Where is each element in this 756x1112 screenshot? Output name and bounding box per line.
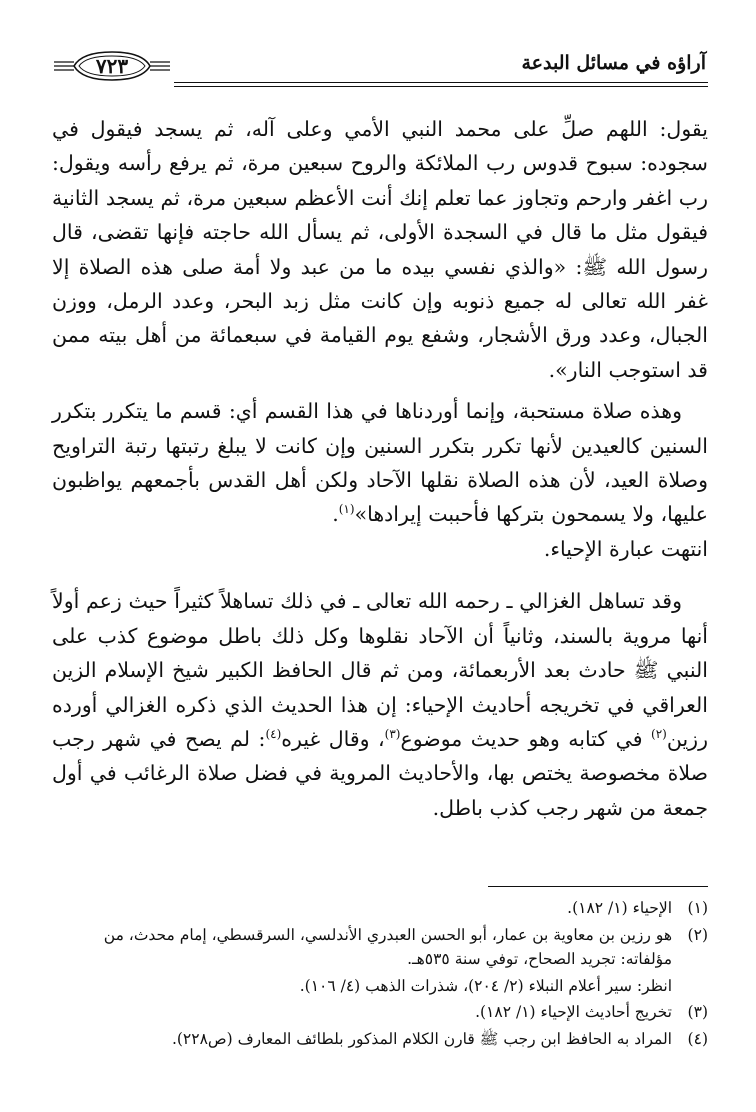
running-title: آراؤه في مسائل البدعة (521, 52, 706, 74)
main-text (52, 112, 708, 825)
paragraph-1: يقول: اللهم صلِّ على محمد النبي الأمي وعلى آله، ثم يسجد فيقول في سجوده: سبوح قدوس رب الملائكة والروح سبعين مرة، ثم يرفع رأسه ويقول: رب اغفر وارحم وتجاوز عما تعلم إنك أنت الأعظم سبعين مرة، ثم يسجد الثانية فيقول مثل ما قال في السجدة الأولى، ثم يسأل الله حاجته فإنها تقضى، قال رسول الله ﷺ: «والذي نفسي بيده ما من عبد ولا أمة صلى هذه الصلاة إلا غفر الله تعالى له جميع ذنوبه وإن كانت مثل زبد البحر، وعدد الرمل، ووزن الجبال، وعدد ورق الأشجار، وشفع يوم القيامة في سبعمائة من أهل بيته ممن قد استوجب النار». (52, 117, 708, 382)
footnote-number: (٤) (687, 1029, 708, 1048)
paragraph-2: وهذه صلاة مستحبة، وإنما أوردناها في هذا القسم أي: قسم ما يتكرر بتكرر السنين كالعيدين لأنها تكرر بتكرر السنين وإن كانت لا يبلغ رتبتها رتبة التراويح وصلاة العيد، لأن هذه الصلاة نقلها الآحاد ولكن أهل القدس بأجمعهم يواظبون عليها، ولا يسمحون بتركها فأحببت إيرادها»$^{(١)}$. (52, 399, 708, 527)
paragraph-2-text: وهذه صلاة مستحبة، وإنما أوردناها في هذا القسم أي: قسم ما يتكرر بتكرر السنين كالعيدين لأنها تكرر بتكرر السنين وإن كانت لا يبلغ رتبتها رتبة التراويح وصلاة العيد، لأن هذه الصلاة نقلها الآحاد ولكن أهل القدس بأجمعهم يواظبون عليها، ولا يسمحون بتركها فأحببت إيرادها» (52, 399, 708, 527)
book-page (52, 48, 708, 1082)
footnote-1 (52, 896, 708, 921)
header-rule-thin (174, 86, 708, 87)
paragraph-4-text-d: : لم يصح في شهر رجب صلاة مخصوصة يختص بها، والأحاديث المروية في فضل صلاة الرغائب في أول جمعة من شهر رجب كذب باطل. (52, 726, 708, 820)
header-rule (174, 82, 708, 83)
paragraph-4 (52, 584, 708, 825)
footnote-ref-4[interactable]: (٤) (265, 727, 282, 742)
page-number-ornament (52, 48, 172, 88)
footnote-4 (52, 1027, 708, 1052)
footnote-number: (١) (687, 899, 708, 917)
paragraph-4-text-a: وقد تساهل الغزالي ـ رحمه الله تعالى ـ في ذلك تساهلاً كثيراً حيث زعم أولاً أنها مروية بالسند، وثانياً أن الآحاد نقلوها وكل ذلك باطل موضوع كذب على النبي ﷺ حادث بعد الأربعمائة، ومن ثم قال الحافظ الكبير شيخ الإسلام الزين العراقي في تخريجه أحاديث الإحياء: إن هذا الحديث الذي ذكره الغزالي أورده رزين (52, 589, 708, 751)
paragraph-4-text-c: ، وقال غيره (281, 726, 385, 751)
footnote-ref-2[interactable]: (٢) (651, 727, 667, 742)
footnote-ref-3[interactable]: (٣) (384, 727, 401, 742)
page-header (52, 48, 708, 96)
footnote-text: هو رزين بن معاوية بن عمار، أبو الحسن العبدري الأندلسي، السرقسطي، إمام محدث، من مؤلفاته: تجريد الصحاح، توفي سنة ٥٣٥هـ. (103, 925, 672, 968)
footnote-2 (52, 923, 708, 972)
footnote-text: الإحياء (١/ ١٨٢). (567, 899, 672, 917)
footnotes (52, 896, 708, 1053)
page-number: ٧٢٣ (95, 54, 129, 78)
footnote-2-sources: انظر: سير أعلام النبلاء (٢/ ٢٠٤)، شذرات الذهب (٤/ ١٠٦). (299, 976, 672, 995)
paragraph-3: انتهت عبارة الإحياء. (543, 536, 708, 561)
footnote-3 (52, 1000, 708, 1025)
footnote-ref-1[interactable]: (١) (338, 502, 355, 517)
paragraph-4-text-b: في كتابه وهو حديث موضوع (400, 726, 643, 751)
footnote-number: (٣) (687, 1003, 708, 1021)
footnote-text: المراد به الحافظ ابن رجب ﷺ قارن الكلام المذكور بلطائف المعارف (ص٢٢٨). (171, 1029, 672, 1048)
footnote-text: تخريج أحاديث الإحياء (١/ ١٨٢). (475, 1003, 672, 1021)
footnote-number: (٢) (687, 925, 708, 944)
footnote-separator (488, 886, 708, 887)
